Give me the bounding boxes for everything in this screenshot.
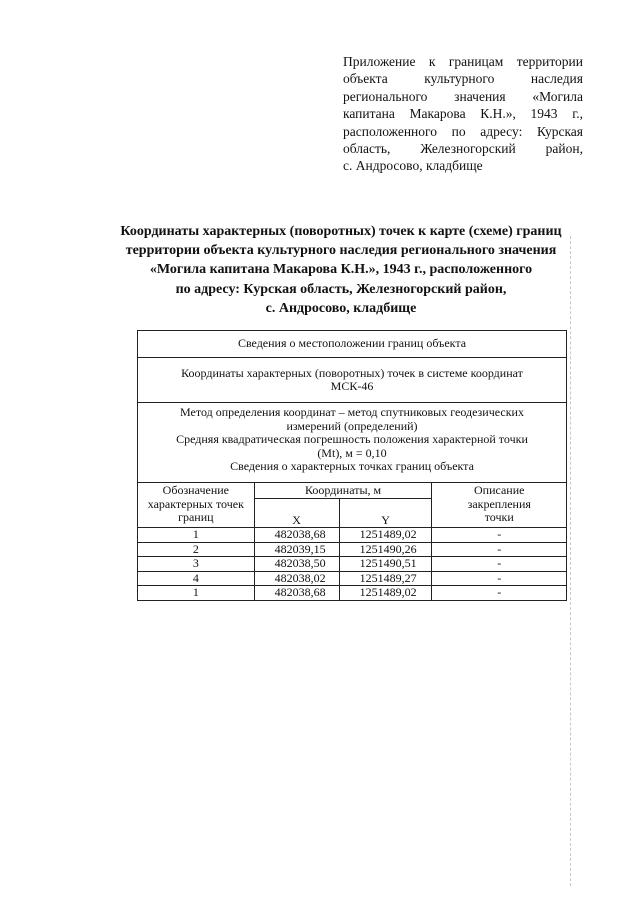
appendix-line: регионального значения «Могила xyxy=(343,88,583,104)
appendix-line: Приложение к границам территории xyxy=(343,54,583,69)
location-header: Сведения о местоположении границ объекта xyxy=(237,336,467,351)
designation-header: Обозначение xyxy=(162,483,229,497)
coordinates-header-cell xyxy=(254,483,432,499)
coordinates-header: Координаты, м xyxy=(305,482,382,497)
x-value: 482038,02 xyxy=(254,571,339,586)
points-header: Сведения о характерных точках границ объекта xyxy=(230,459,474,473)
method-line: измерений (определений) xyxy=(286,418,418,433)
appendix-line: объекта культурного наследия xyxy=(343,71,583,87)
method-cell xyxy=(138,403,567,483)
table-header-row xyxy=(138,483,567,499)
description-header: точки xyxy=(484,510,514,524)
error-line: (Mt), м = 0,10 xyxy=(317,445,387,460)
y-header: Y xyxy=(339,499,432,528)
appendix-line: область, Железногорский район, xyxy=(343,141,583,157)
y-value: 1251489,02 xyxy=(339,586,432,601)
coordinate-system-value: МСК-46 xyxy=(330,379,374,393)
designation-header-cell xyxy=(138,483,255,528)
error-line: Средняя квадратическая погрешность положения характерной точки xyxy=(176,432,528,446)
point-number: 4 xyxy=(138,571,255,586)
coordinates-table xyxy=(137,330,567,601)
point-description: - xyxy=(432,571,567,586)
appendix-line: с. Андросово, кладбище xyxy=(343,158,483,174)
x-value: 482038,68 xyxy=(254,528,339,543)
description-header: закрепления xyxy=(467,496,531,511)
description-header-cell xyxy=(432,483,567,528)
title-line: по адресу: Курская область, Железногорский район, xyxy=(175,281,507,297)
point-number: 1 xyxy=(138,528,255,543)
table-header-row xyxy=(138,331,567,358)
point-description: - xyxy=(432,542,567,557)
appendix-note xyxy=(343,53,583,175)
appendix-line: капитана Макарова К.Н.», 1943 г., xyxy=(343,106,583,122)
point-description: - xyxy=(432,586,567,601)
designation-header: границ xyxy=(178,510,214,524)
point-description: - xyxy=(432,557,567,572)
table-header-row xyxy=(138,403,567,483)
x-value: 482038,68 xyxy=(254,586,339,601)
method-line: Метод определения координат – метод спутниковых геодезических xyxy=(180,405,524,419)
point-number: 3 xyxy=(138,557,255,572)
point-number: 1 xyxy=(138,586,255,601)
scan-margin-line xyxy=(570,236,579,886)
table-row xyxy=(138,557,567,572)
table-header-row xyxy=(138,358,567,403)
table-row xyxy=(138,542,567,557)
title-line: территории объекта культурного наследия регионального значения xyxy=(125,243,557,259)
title-line: «Могила капитана Макарова К.Н.», 1943 г., расположенного xyxy=(149,262,533,278)
x-value: 482039,15 xyxy=(254,542,339,557)
point-number: 2 xyxy=(138,542,255,557)
y-value: 1251489,02 xyxy=(339,528,432,543)
table-row xyxy=(138,528,567,543)
coordinate-system-cell xyxy=(138,358,567,403)
x-value: 482038,50 xyxy=(254,557,339,572)
y-value: 1251489,27 xyxy=(339,571,432,586)
title-line: с. Андросово, кладбище xyxy=(265,300,417,316)
y-value: 1251490,26 xyxy=(339,542,432,557)
point-description: - xyxy=(432,528,567,543)
table-row xyxy=(138,586,567,601)
appendix-line: расположенного по адресу: Курская xyxy=(343,123,583,139)
document-title xyxy=(96,222,586,318)
description-header: Описание xyxy=(474,483,525,497)
title-line: Координаты характерных (поворотных) точек к карте (схеме) границ xyxy=(120,224,562,239)
y-value: 1251490,51 xyxy=(339,557,432,572)
x-header: X xyxy=(254,499,339,528)
coordinate-system-line: Координаты характерных (поворотных) точек в системе координат xyxy=(181,365,523,380)
designation-header: характерных точек xyxy=(147,496,244,511)
location-header-cell xyxy=(138,331,567,358)
table-row xyxy=(138,571,567,586)
